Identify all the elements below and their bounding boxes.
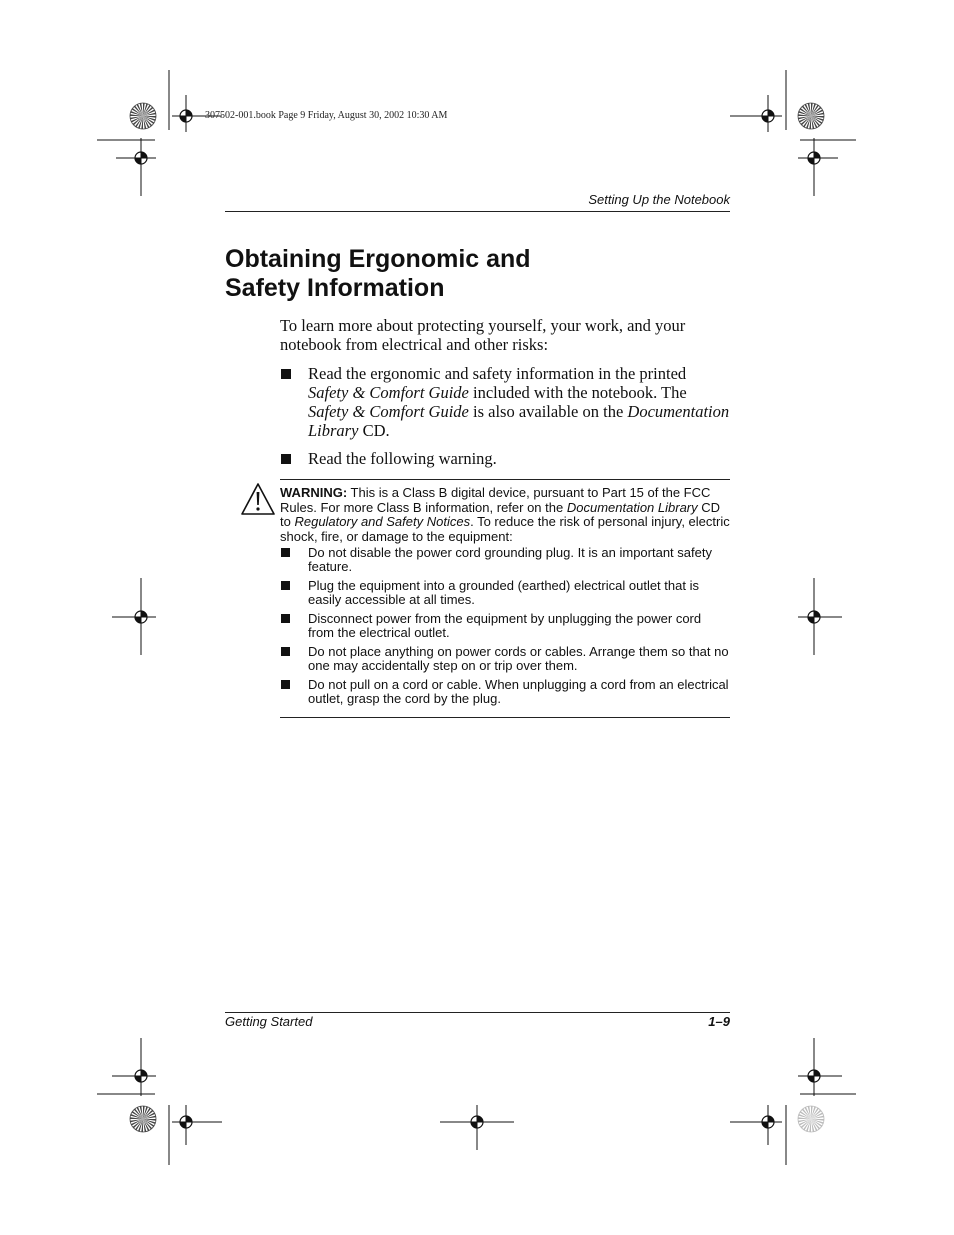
bullet-text: is also available on the xyxy=(468,402,628,421)
intro-paragraph: To learn more about protecting yourself, your work, and your notebook from electrical and other risks: xyxy=(280,316,686,354)
warning-text: This is a Class B digital device, pursuant to Part 15 of the FCC Rules. For more Class B information, refer on the xyxy=(280,485,711,515)
registration-crosshair-icon xyxy=(116,138,156,196)
page-title-line1: Obtaining Ergonomic and xyxy=(225,245,531,273)
registration-crosshair-icon xyxy=(730,1105,782,1145)
header-rule xyxy=(225,211,730,212)
bullet-square-icon xyxy=(281,369,291,379)
printer-starburst-target-icon xyxy=(130,1106,156,1132)
footer-page-number: 1–9 xyxy=(708,1014,730,1029)
bullet-text: CD. xyxy=(358,421,390,440)
list-item xyxy=(280,579,730,607)
registration-crosshair-icon xyxy=(798,138,838,196)
warning-item-text: Disconnect power from the equipment by unplugging the power cord from the electrical outlet. xyxy=(308,611,702,640)
warning-rule-bottom xyxy=(280,717,730,718)
page-title xyxy=(225,245,531,303)
library-title: Documentation Library xyxy=(566,499,698,515)
printer-starburst-target-icon xyxy=(130,103,156,129)
list-item xyxy=(280,678,730,706)
registration-crosshair-icon xyxy=(440,1105,514,1150)
warning-text: . To reduce the risk of personal injury, electric shock, fire, or damage to the equipment: xyxy=(280,514,730,544)
warning-paragraph xyxy=(280,486,732,544)
footer-book-title: Getting Started xyxy=(225,1014,313,1029)
printer-starburst-target-icon xyxy=(798,1106,824,1132)
bullet-square-icon xyxy=(281,647,290,656)
warning-list xyxy=(280,546,730,711)
registration-crosshair-icon xyxy=(112,1038,156,1096)
library-title: Documentation Library xyxy=(308,402,730,440)
warning-item-text: Do not place anything on power cords or cables. Arrange them so that no one may accidentally step on or trip over them. xyxy=(308,644,729,673)
list-item xyxy=(280,612,730,640)
page-title-line2: Safety Information xyxy=(225,274,445,302)
bullet-square-icon xyxy=(281,548,290,557)
registration-crosshair-icon xyxy=(798,578,842,655)
guide-title: Safety & Comfort Guide xyxy=(308,383,469,402)
printer-starburst-target-icon xyxy=(798,103,824,129)
guide-title: Safety & Comfort Guide xyxy=(308,402,469,421)
registration-crosshair-icon xyxy=(798,1038,842,1096)
warning-item-text: Plug the equipment into a grounded (earthed) electrical outlet that is easily accessible at all times. xyxy=(308,578,699,607)
list-item xyxy=(280,645,730,673)
bullet-square-icon xyxy=(281,614,290,623)
warning-rule-top xyxy=(280,479,730,480)
notices-title: Regulatory and Safety Notices xyxy=(294,514,471,529)
bullet-list xyxy=(280,364,730,477)
warning-item-text: Do not disable the power cord grounding plug. It is an important safety feature. xyxy=(308,545,712,574)
warning-text: CD to xyxy=(280,499,721,529)
list-item xyxy=(280,364,730,440)
bullet-text: included with the notebook. The xyxy=(468,383,687,402)
bullet-square-icon xyxy=(281,581,290,590)
registration-crosshair-icon xyxy=(730,95,782,132)
registration-crosshair-icon xyxy=(172,1105,222,1145)
warning-item-text: Do not pull on a cord or cable. When unplugging a cord from an electrical outlet, grasp the cord by the plug. xyxy=(308,677,729,706)
registration-crosshair-icon xyxy=(112,578,156,655)
print-job-info: 307502-001.book Page 9 Friday, August 30, 2002 10:30 AM xyxy=(205,110,448,121)
warning-triangle-icon xyxy=(240,482,276,516)
bullet-square-icon xyxy=(281,680,290,689)
warning-label: WARNING: xyxy=(280,485,348,500)
bullet-text: Read the following warning. xyxy=(308,449,497,468)
list-item xyxy=(280,449,730,468)
running-header: Setting Up the Notebook xyxy=(588,192,730,207)
list-item xyxy=(280,546,730,574)
footer-rule xyxy=(225,1012,730,1013)
bullet-text: Read the ergonomic and safety information in the printed xyxy=(308,364,687,383)
bullet-square-icon xyxy=(281,454,291,464)
